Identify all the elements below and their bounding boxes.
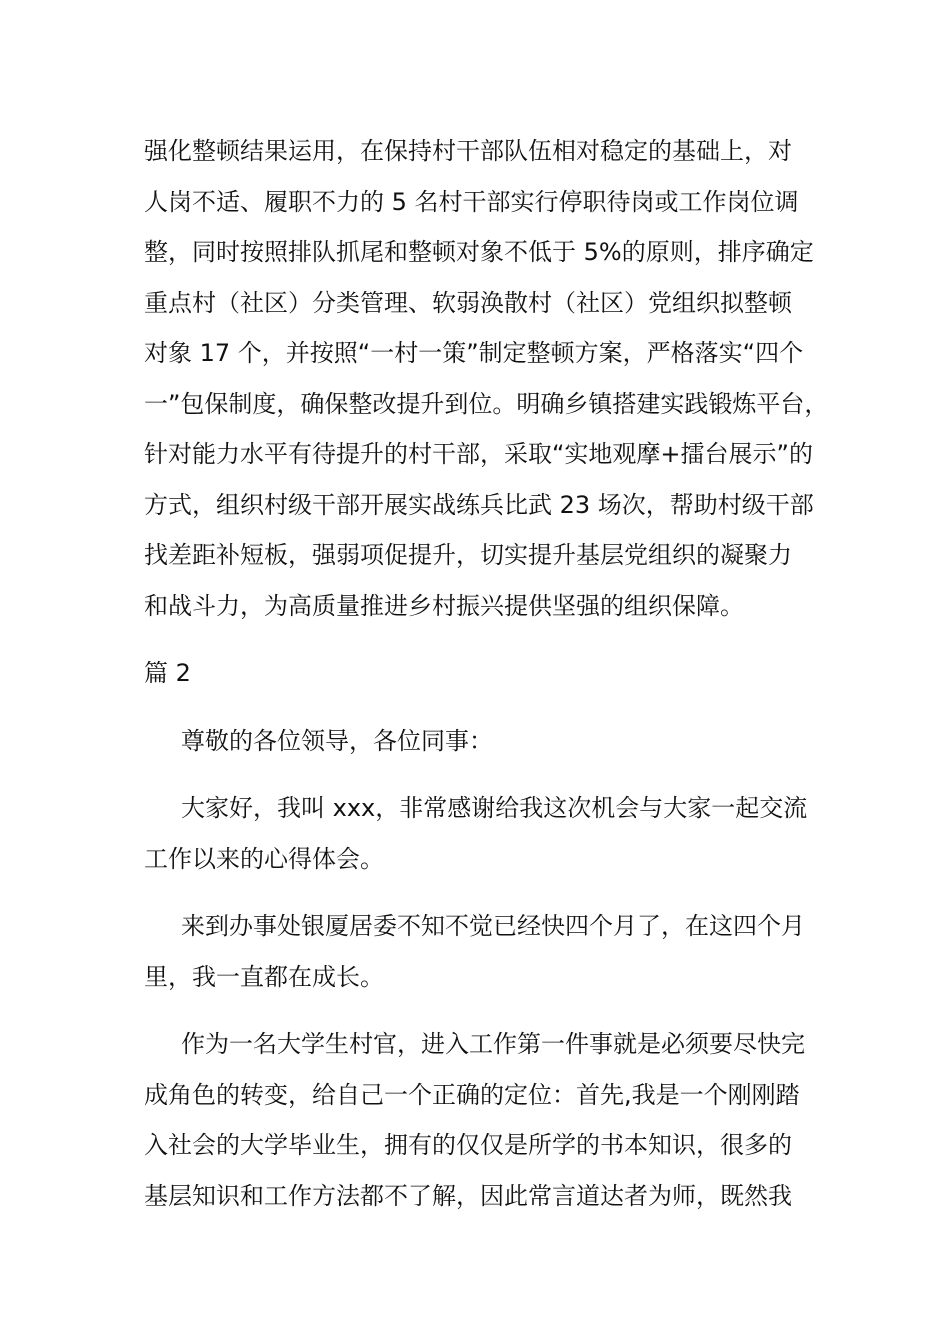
paragraph-3 <box>144 901 808 1002</box>
paragraph-4 <box>144 1019 808 1221</box>
salutation <box>144 716 808 767</box>
section-heading <box>144 648 808 699</box>
paragraph-2 <box>144 783 808 884</box>
paragraph-line: 基层知识和工作方法都不了解，因此常言道达者为师，既然我 <box>144 1181 792 1210</box>
salutation-text: 尊敬的各位领导，各位同事： <box>181 726 493 755</box>
paragraph-line: 工作以来的心得体会。 <box>144 844 384 873</box>
document-body <box>144 126 829 1221</box>
paragraph-line: 整，同时按照排队抓尾和整顿对象不低于 5%的原则，排序确定 <box>144 238 814 266</box>
paragraph-line: 针对能力水平有待提升的村干部，采取“实地观摩+擂台展示”的 <box>144 440 813 468</box>
paragraph-line: 强化整顿结果运用，在保持村干部队伍相对稳定的基础上，对 <box>144 137 792 165</box>
section-heading-text: 篇 2 <box>144 659 191 687</box>
paragraph-line: 人岗不适、履职不力的 5 名村干部实行停职待岗或工作岗位调 <box>144 187 799 216</box>
paragraph-line: 作为一名大学生村官，进入工作第一件事就是必须要尽快完 <box>181 1030 805 1058</box>
paragraph-line: 对象 17 个，并按照“一村一策”制定整顿方案，严格落实“四个 <box>144 339 804 367</box>
paragraph-line: 找差距补短板，强弱项促提升，切实提升基层党组织的凝聚力 <box>144 541 792 569</box>
paragraph-line: 重点村（社区）分类管理、软弱涣散村（社区）党组织拟整顿 <box>144 288 792 317</box>
paragraph-line: 方式，组织村级干部开展实战练兵比武 23 场次，帮助村级干部 <box>144 490 814 519</box>
paragraph-line: 成角色的转变，给自己一个正确的定位：首先,我是一个刚刚踏 <box>144 1080 800 1109</box>
paragraph-line: 里，我一直都在成长。 <box>144 962 384 991</box>
paragraph-line: 一”包保制度，确保整改提升到位。明确乡镇搭建实践锻炼平台， <box>144 389 829 418</box>
paragraph-1 <box>144 126 829 631</box>
paragraph-line: 来到办事处银厦居委不知不觉已经快四个月了，在这四个月 <box>181 912 805 940</box>
paragraph-line: 大家好，我叫 xxx，非常感谢给我这次机会与大家一起交流 <box>181 794 808 822</box>
paragraph-line: 入社会的大学毕业生，拥有的仅仅是所学的书本知识，很多的 <box>144 1131 792 1159</box>
paragraph-line: 和战斗力，为高质量推进乡村振兴提供坚强的组织保障。 <box>144 591 744 620</box>
